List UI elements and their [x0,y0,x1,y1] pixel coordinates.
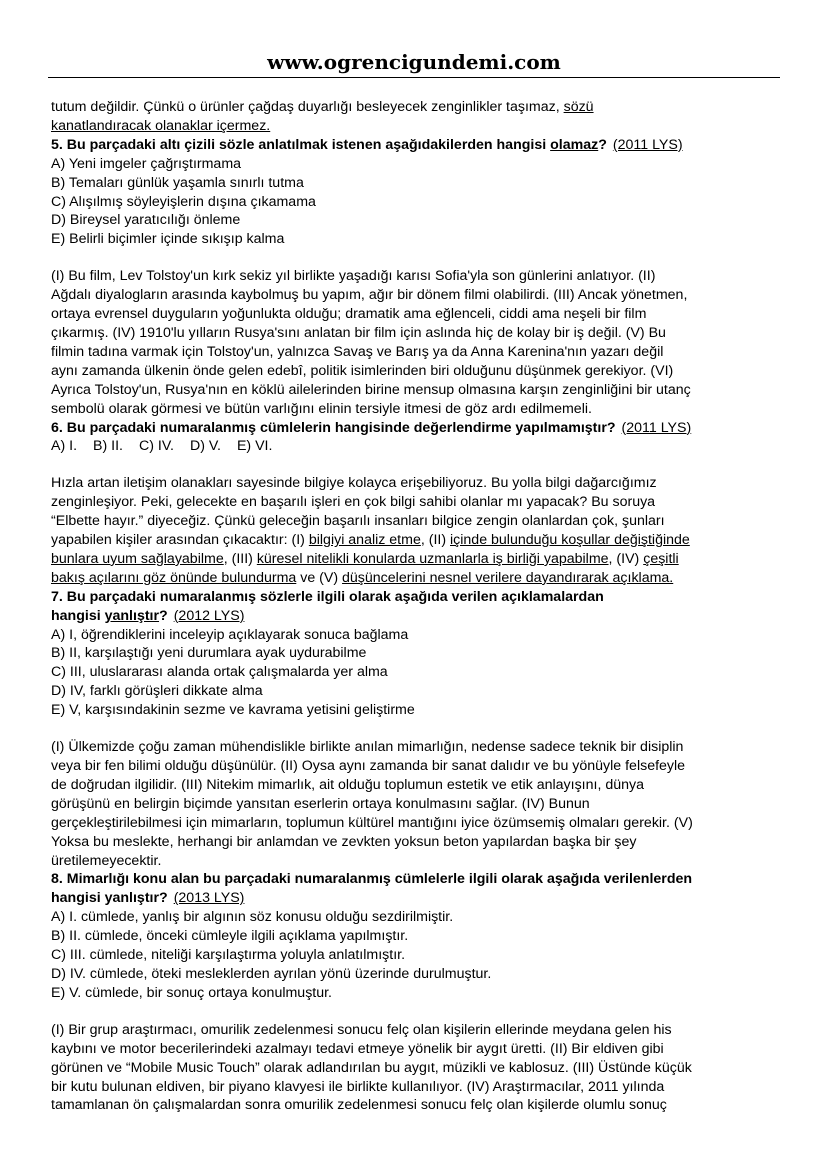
question-5: 5. Bu parçadaki altı çizili sözle anlatılmak istenen aşağıdakilerden hangisi olamaz? (2011 LYS) [51,136,683,153]
passage-line: kaybını ve motor becerilerindeki azalmayı tedavi etmeye yönelik bir aygıt üretti. (II) Bir eldiven gibi [51,1040,664,1057]
question-7-line: hangisi yanlıştır? (2012 LYS) [51,607,245,624]
answer-option[interactable]: B) II. cümlede, önceki cümleyle ilgili açıklama yapılmıştır. [51,928,409,945]
document-body [51,98,779,1115]
passage-line: ortaya evrensel duyguların yoğunlukta olduğu; dramatik ama eğlenceli, ciddi ama neşeli bir film [51,306,647,323]
passage-line: (I) Bir grup araştırmacı, omurilik zedelenmesi sonucu felç olan kişilerin ellerinde meydana gelen his [51,1021,672,1038]
question-6-source: (2011 LYS) [621,419,692,436]
answer-option[interactable]: D) Bireysel yaratıcılığı önleme [51,212,241,229]
answer-option[interactable]: E) VI. [236,438,273,455]
underlined-phrase: kanatlandıracak olanaklar içermez. [51,117,271,134]
question-8: 8. Mimarlığı konu alan bu parçadaki numaralanmış cümlelerle ilgili olarak aşağıda verilenlerden [51,871,693,888]
passage-continuation: tutum değildir. Çünkü o ürünler çağdaş duyarlığı besleyecek zenginlikler taşımaz, sözü [51,99,594,115]
answer-option[interactable]: A) Yeni imgeler çağrıştırmama [51,155,242,172]
passage-6 [51,267,779,418]
passage-line: filmin tadına varmak için Tolstoy'un, yalnızca Savaş ve Barış ya da Anna Karenina'nın yazarı değil [51,343,664,360]
passage-line: görünen ve “Mobile Music Touch” olarak adlandırılan bu aygıt, müzikli ve kablosuz. (III) Üstünde küçük [51,1059,692,1076]
answer-option[interactable]: B) Temaları günlük yaşamla sınırlı tutma [51,174,304,191]
answer-option[interactable]: C) III. cümlede, niteliği karşılaştırma yoluyla anlatılmıştır. [51,947,406,964]
question-8-source: (2013 LYS) [173,890,245,907]
answer-option[interactable]: C) IV. [138,438,174,455]
question-5-source: (2011 LYS) [612,136,683,153]
passage-line: çıkarmış. (IV) 1910'lu yılların Rusya'sını anlatan bir film için aslında hiç de kolay bir iş değil. (V) Bu [51,324,666,341]
numbered-phrase-3: küresel nitelikli konularda uzmanlarla iş birliği yapabilme [256,550,609,567]
site-header: www.ogrencigundemi.com [267,50,561,74]
passage-line: aynı zamanda ülkenin önde gelen edebî, politik isimlerinden biri olduğunu düşünmek gerekiyor. (VI) [51,362,674,379]
passage-line: (I) Ülkemizde çoğu zaman mühendislikle birlikte anılan mimarlığın, nedense sadece teknik bir disiplin [51,739,684,756]
passage-line: gerçekleştirilebilmesi için mimarların, toplumun kültürel mantığını iyice özümsemiş olmaları gerekir. (V) [51,814,693,831]
passage-line: bir kutu bulunan eldiven, bir piyano klavyesi ile birlikte kullanılıyor. (IV) Araştırmacılar, 2011 yılında [51,1078,665,1095]
passage-line: zenginleşiyor. Peki, gelecekte en başarılı işleri en çok bilgi sahibi olanlar mı yapacak? Bu soruya [51,494,656,511]
numbered-phrase-4: bakış açılarını göz önünde bulundurma [51,569,297,586]
passage-line: yapabilen kişiler arasından çıkacaktır: (I) bilgiyi analiz etme, (II) içinde bulunduğu koşullar değiştiğinde [51,532,690,549]
answer-option[interactable]: D) V. [189,438,221,455]
passage-line: sembolü olarak görmesi ve bütün varlığını elinin tersiyle itmesi de göz ardı edilmemeli. [51,400,592,417]
passage-line: tamamlanan ön çalışmalardan sonra omurilik zedelenmesi sonucu felç olan kişilerde olumlu sonuç [51,1097,667,1114]
passage-line: bunlara uyum sağlayabilme, (III) küresel nitelikli konularda uzmanlarla iş birliği yapabilme, (IV) çeşitli [51,550,679,567]
answer-option[interactable]: B) II. [93,438,123,455]
answer-option[interactable]: D) IV, farklı görüşleri dikkate alma [51,683,263,700]
answer-option[interactable]: E) Belirli biçimler içinde sıkışıp kalma [51,231,285,248]
question-6: 6. Bu parçadaki numaralanmış cümlelerin hangisinde değerlendirme yapılmamıştır? (2011 LYS) [51,419,692,436]
passage-line: Hızla artan iletişim olanakları sayesinde bilgiye kolayca erişebiliyoruz. Bu yolla bilgi dağarcığımız [51,475,657,492]
question-8-line: hangisi yanlıştır? (2013 LYS) [51,890,245,907]
numbered-phrase-1: bilgiyi analiz etme [308,532,421,549]
passage-line: üretilemeyecektir. [51,852,162,869]
question-7-emphasis: yanlıştır [104,607,160,624]
passage-line: Ayrıca Tolstoy'un, Rusya'nın en köklü ailelerinden birine mensup olmasına karşın zenginliğini bir utanç [51,381,691,398]
passage-line: “Elbette hayır.” diyeceğiz. Çünkü geleceğin başarılı insanları bilgice zengin olanlardan çok, şunları [51,513,665,530]
answer-option[interactable]: A) I, öğrendiklerini inceleyip açıklayarak sonuca bağlama [51,626,409,643]
passage-9 [51,1021,779,1116]
answer-option[interactable]: E) V. cümlede, bir sonuç ortaya konulmuştur. [51,984,332,1001]
passage-line: (I) Bu film, Lev Tolstoy'un kırk sekiz yıl birlikte yaşadığı karısı Sofia'yla son günlerini anlatıyor. (II) [51,268,656,285]
question-7-source: (2012 LYS) [173,607,245,624]
numbered-phrase-5: düşüncelerini nesnel verilere dayandırarak açıklama. [342,569,674,586]
passage-continuation-line [51,117,779,136]
numbered-phrase-4: çeşitli [643,550,679,567]
answer-option[interactable]: E) V, karşısındakinin sezme ve kavrama yetisini geliştirme [51,702,415,719]
answer-option[interactable]: A) I. cümlede, yanlış bir algının söz konusu olduğu sezdirilmiştir. [51,909,454,926]
passage-line: Ağdalı diyalogların arasında kaybolmuş bu yapım, ağır bir dönem filmi olabilirdi. (III) Ancak yönetmen, [51,287,688,304]
answer-option[interactable]: D) IV. cümlede, öteki mesleklerden ayrılan yönü üzerinde durulmuştur. [51,965,492,982]
question-6-options [51,437,779,456]
numbered-phrase-2: bunlara uyum sağlayabilme [51,550,224,567]
underlined-phrase: sözü [563,99,594,115]
passage-line: veya bir fen bilimi olduğu düşünülür. (II) Oysa aynı zamanda bir sanat dalıdır ve bu yönüyle felsefeyle [51,758,686,774]
passage-line: görüşünü en belirgin biçimde yansıtan eserlerin ortaya konulmasını sağlar. (IV) Bunun [51,795,590,812]
answer-option[interactable]: B) II, karşılaştığı yeni durumlara ayak uydurabilme [51,645,367,662]
question-7: 7. Bu parçadaki numaralanmış sözlerle ilgili olarak aşağıda verilen açıklamalardan [51,588,604,605]
passage-7 [51,474,779,587]
question-5-emphasis: olamaz [550,136,599,153]
passage-line: bakış açılarını göz önünde bulundurma ve (V) düşüncelerini nesnel verilere dayandırarak açıklama. [51,569,674,586]
passage-line: Yoksa bu meslekte, herhangi bir anlamdan ve zevkten yoksun beton yapılardan başka bir şey [51,833,637,850]
answer-option[interactable]: A) I. [51,438,78,455]
answer-option[interactable]: C) III, uluslararası alanda ortak çalışmalarda yer alma [51,664,388,681]
passage-8 [51,738,779,870]
numbered-phrase-2: içinde bulunduğu koşullar değiştiğinde [450,532,690,549]
answer-option[interactable]: C) Alışılmış söyleyişlerin dışına çıkamama [51,193,316,210]
passage-line: de doğrudan ilgilidir. (III) Nitekim mimarlık, ait olduğu toplumun estetik ve etik anlayışını, dünya [51,776,644,793]
header-rule [48,77,780,78]
